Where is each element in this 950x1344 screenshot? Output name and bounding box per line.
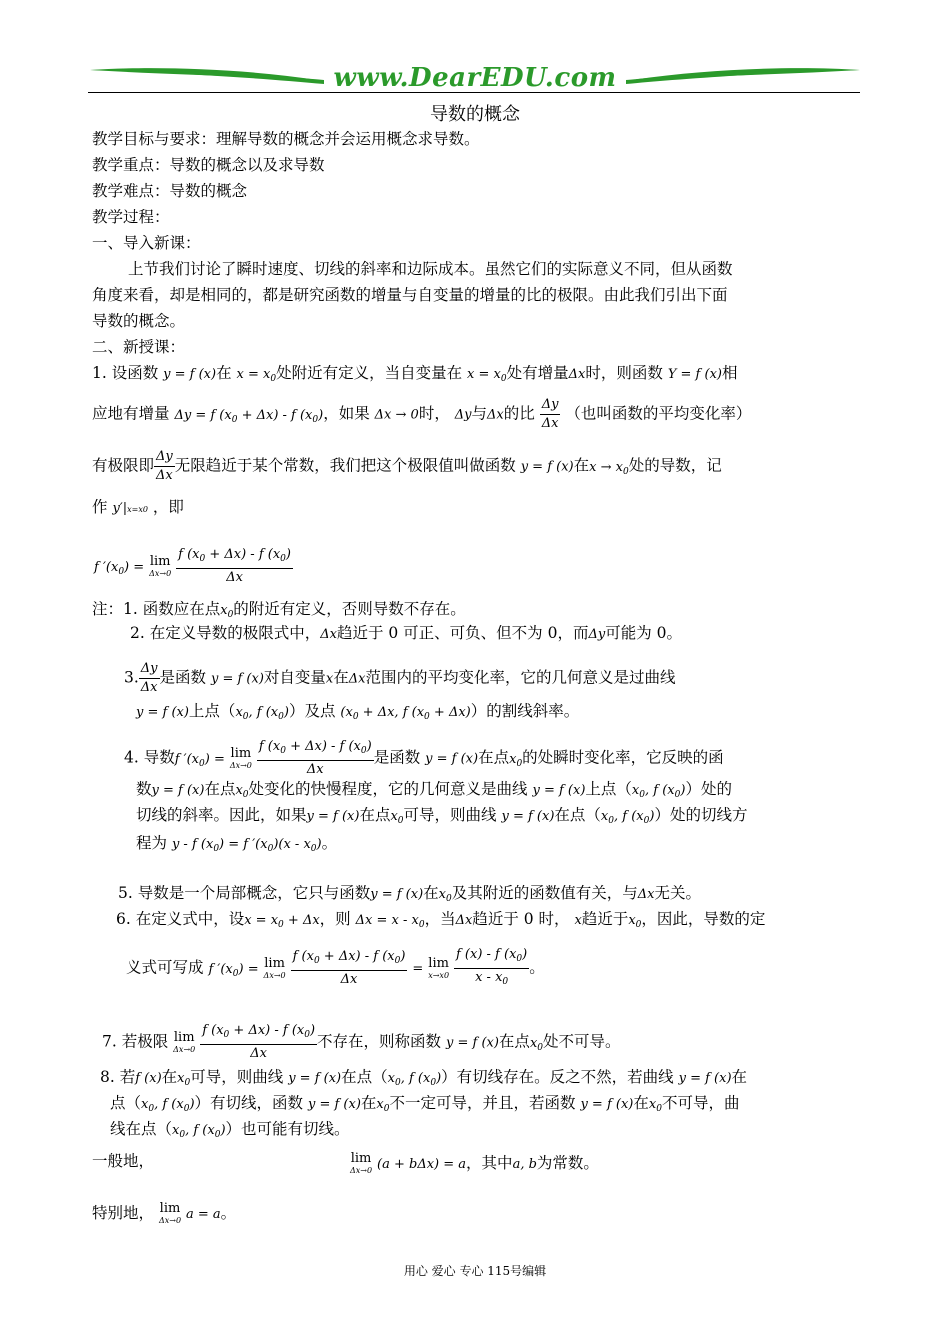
site-logo: www.DearEDU.com (333, 63, 617, 93)
note-4-line-3: 切线的斜率。因此，如果y = f (x)在点$x_0$可导，则曲线 y = f (x)在点（$x_0$, f $(x_0)$）处的切线方 (136, 806, 748, 826)
note-2: 2. 在定义导数的极限式中，Δx趋近于 0 可正、可负、但不为 0，而Δy可能为 0。 (130, 624, 682, 642)
section2-heading: 二、新授课： (92, 338, 186, 356)
teaching-process: 教学过程： (92, 208, 170, 226)
note-3: 3. $\frac{\Delta y}{\Delta x}$ 是函数 y = f (x)对自变量x在Δx范围内的平均变化率，它的几何意义是过曲线 (124, 661, 676, 695)
note-4: 4. 导数f $'(x_0) = \lim$ Δx→0 $\frac{f (x_0 + \Delta x) - f (x_0)}{\Delta x}$ 是函数 y = f (x)在点$x_0$的处瞬时变化率，它反映的函 (124, 739, 724, 777)
general-formula: lim Δx→0 (a + bΔx) = a，其中a, b为常数。 (350, 1151, 599, 1175)
definition-line-4: 作 y′|x=x0 ，即 (92, 498, 184, 516)
intro-line-1: 上节我们讨论了瞬时速度、切线的斜率和边际成本。虽然它们的实际意义不同，但从函数 (128, 260, 733, 278)
note-4-line-4: 程为 y - f $(x_0) = f$ $'(x_0)(x - x_0)$。 (136, 834, 338, 854)
header-rule (88, 92, 860, 93)
definition-line-1: 1. 设函数 y = f (x)在 $x = x_0$处附近有定义，当自变量在 $x = x_0$处有增量Δx时，则函数 Y = f (x)相 (92, 364, 738, 384)
definition-line-2: 应地有增量 Δy = f $(x_0 + \Delta x) - f$ $(x_0)$，如果 Δx → 0时， Δy与Δx的比 $\frac{\Delta y}{\Delta x}$ （也叫函数的平均变化率） (92, 397, 752, 431)
teaching-goal: 教学目标与要求：理解导数的概念并会运用概念求导数。 (92, 130, 480, 148)
header-banner (88, 62, 862, 96)
note-6-formula: 义式可写成 f $'(x_0) = \lim$ Δx→0 $\frac{f (x_0 + \Delta x) - f (x_0)}{\Delta x}$ = lim x→x0 $\frac{f (x) - f (x_0)}{x - x_0}$ 。 (126, 947, 545, 987)
teaching-key: 教学重点：导数的概念以及求导数 (92, 156, 325, 174)
general-label: 一般地， (92, 1152, 155, 1170)
section1-heading: 一、导入新课： (92, 234, 201, 252)
definition-line-3: 有极限即 $\frac{\Delta y}{\Delta x}$ 无限趋近于某个常数，我们把这个极限值叫做函数 y = f (x)在$x \to x_0$处的导数，记 (92, 449, 722, 483)
note-6: 6. 在定义式中，设$x = x_0 + \Delta x$，则 $\Delta x = x - x_0$，当Δx趋近于 0 时， x趋近于$x_0$，因此，导数的定 (116, 910, 766, 930)
note-3-cont: y = f (x)上点（$x_0$, f $(x_0)$）及点 ($x_0 + \Delta x$, f $(x_0 + \Delta x)$）的割线斜率。 (136, 702, 580, 722)
page-title: 导数的概念 (430, 104, 520, 125)
note-7: 7. 若极限 lim Δx→0 $\frac{f (x_0 + \Delta x) - f (x_0)}{\Delta x}$ 不存在，则称函数 y = f (x)在点$x_0$处不可导。 (102, 1023, 621, 1061)
note-5: 5. 导数是一个局部概念，它只与函数y = f (x)在$x_0$及其附近的函数值有关，与Δx无关。 (118, 884, 701, 904)
note-1: 注：1. 函数应在点$x_0$的附近有定义，否则导数不存在。 (92, 600, 466, 620)
teaching-difficulty: 教学难点：导数的概念 (92, 182, 248, 200)
intro-line-3: 导数的概念。 (92, 312, 186, 330)
note-8: 8. 若f (x)在$x_0$可导，则曲线 y = f (x)在点（$x_0$, f $(x_0)$）有切线存在。反之不然，若曲线 y = f (x)在 (100, 1068, 748, 1088)
note-4-line-2: 数y = f (x)在点$x_0$处变化的快慢程度，它的几何意义是曲线 y = f (x)上点（$x_0$, f $(x_0)$）处的 (136, 780, 732, 800)
intro-line-2: 角度来看，却是相同的，都是研究函数的增量与自变量的增量的比的极限。由此我们引出下面 (92, 286, 728, 304)
derivative-formula: f $'(x_0) = \lim$ Δx→0 $\frac{f (x_0 + \Delta x) - f (x_0)}{\Delta x}$ (94, 547, 291, 585)
page-footer: 用心 爱心 专心 115号编辑 (403, 1264, 547, 1278)
note-8-line-3: 线在点（$x_0$, f $(x_0)$）也可能有切线。 (110, 1120, 350, 1140)
note-8-line-2: 点（$x_0$, f $(x_0)$）有切线，函数 y = f (x)在$x_0$不一定可导，并且，若函数 y = f (x)在$x_0$不可导，曲 (110, 1094, 740, 1114)
special-formula: 特别地， lim Δx→0 a = a。 (92, 1201, 237, 1225)
